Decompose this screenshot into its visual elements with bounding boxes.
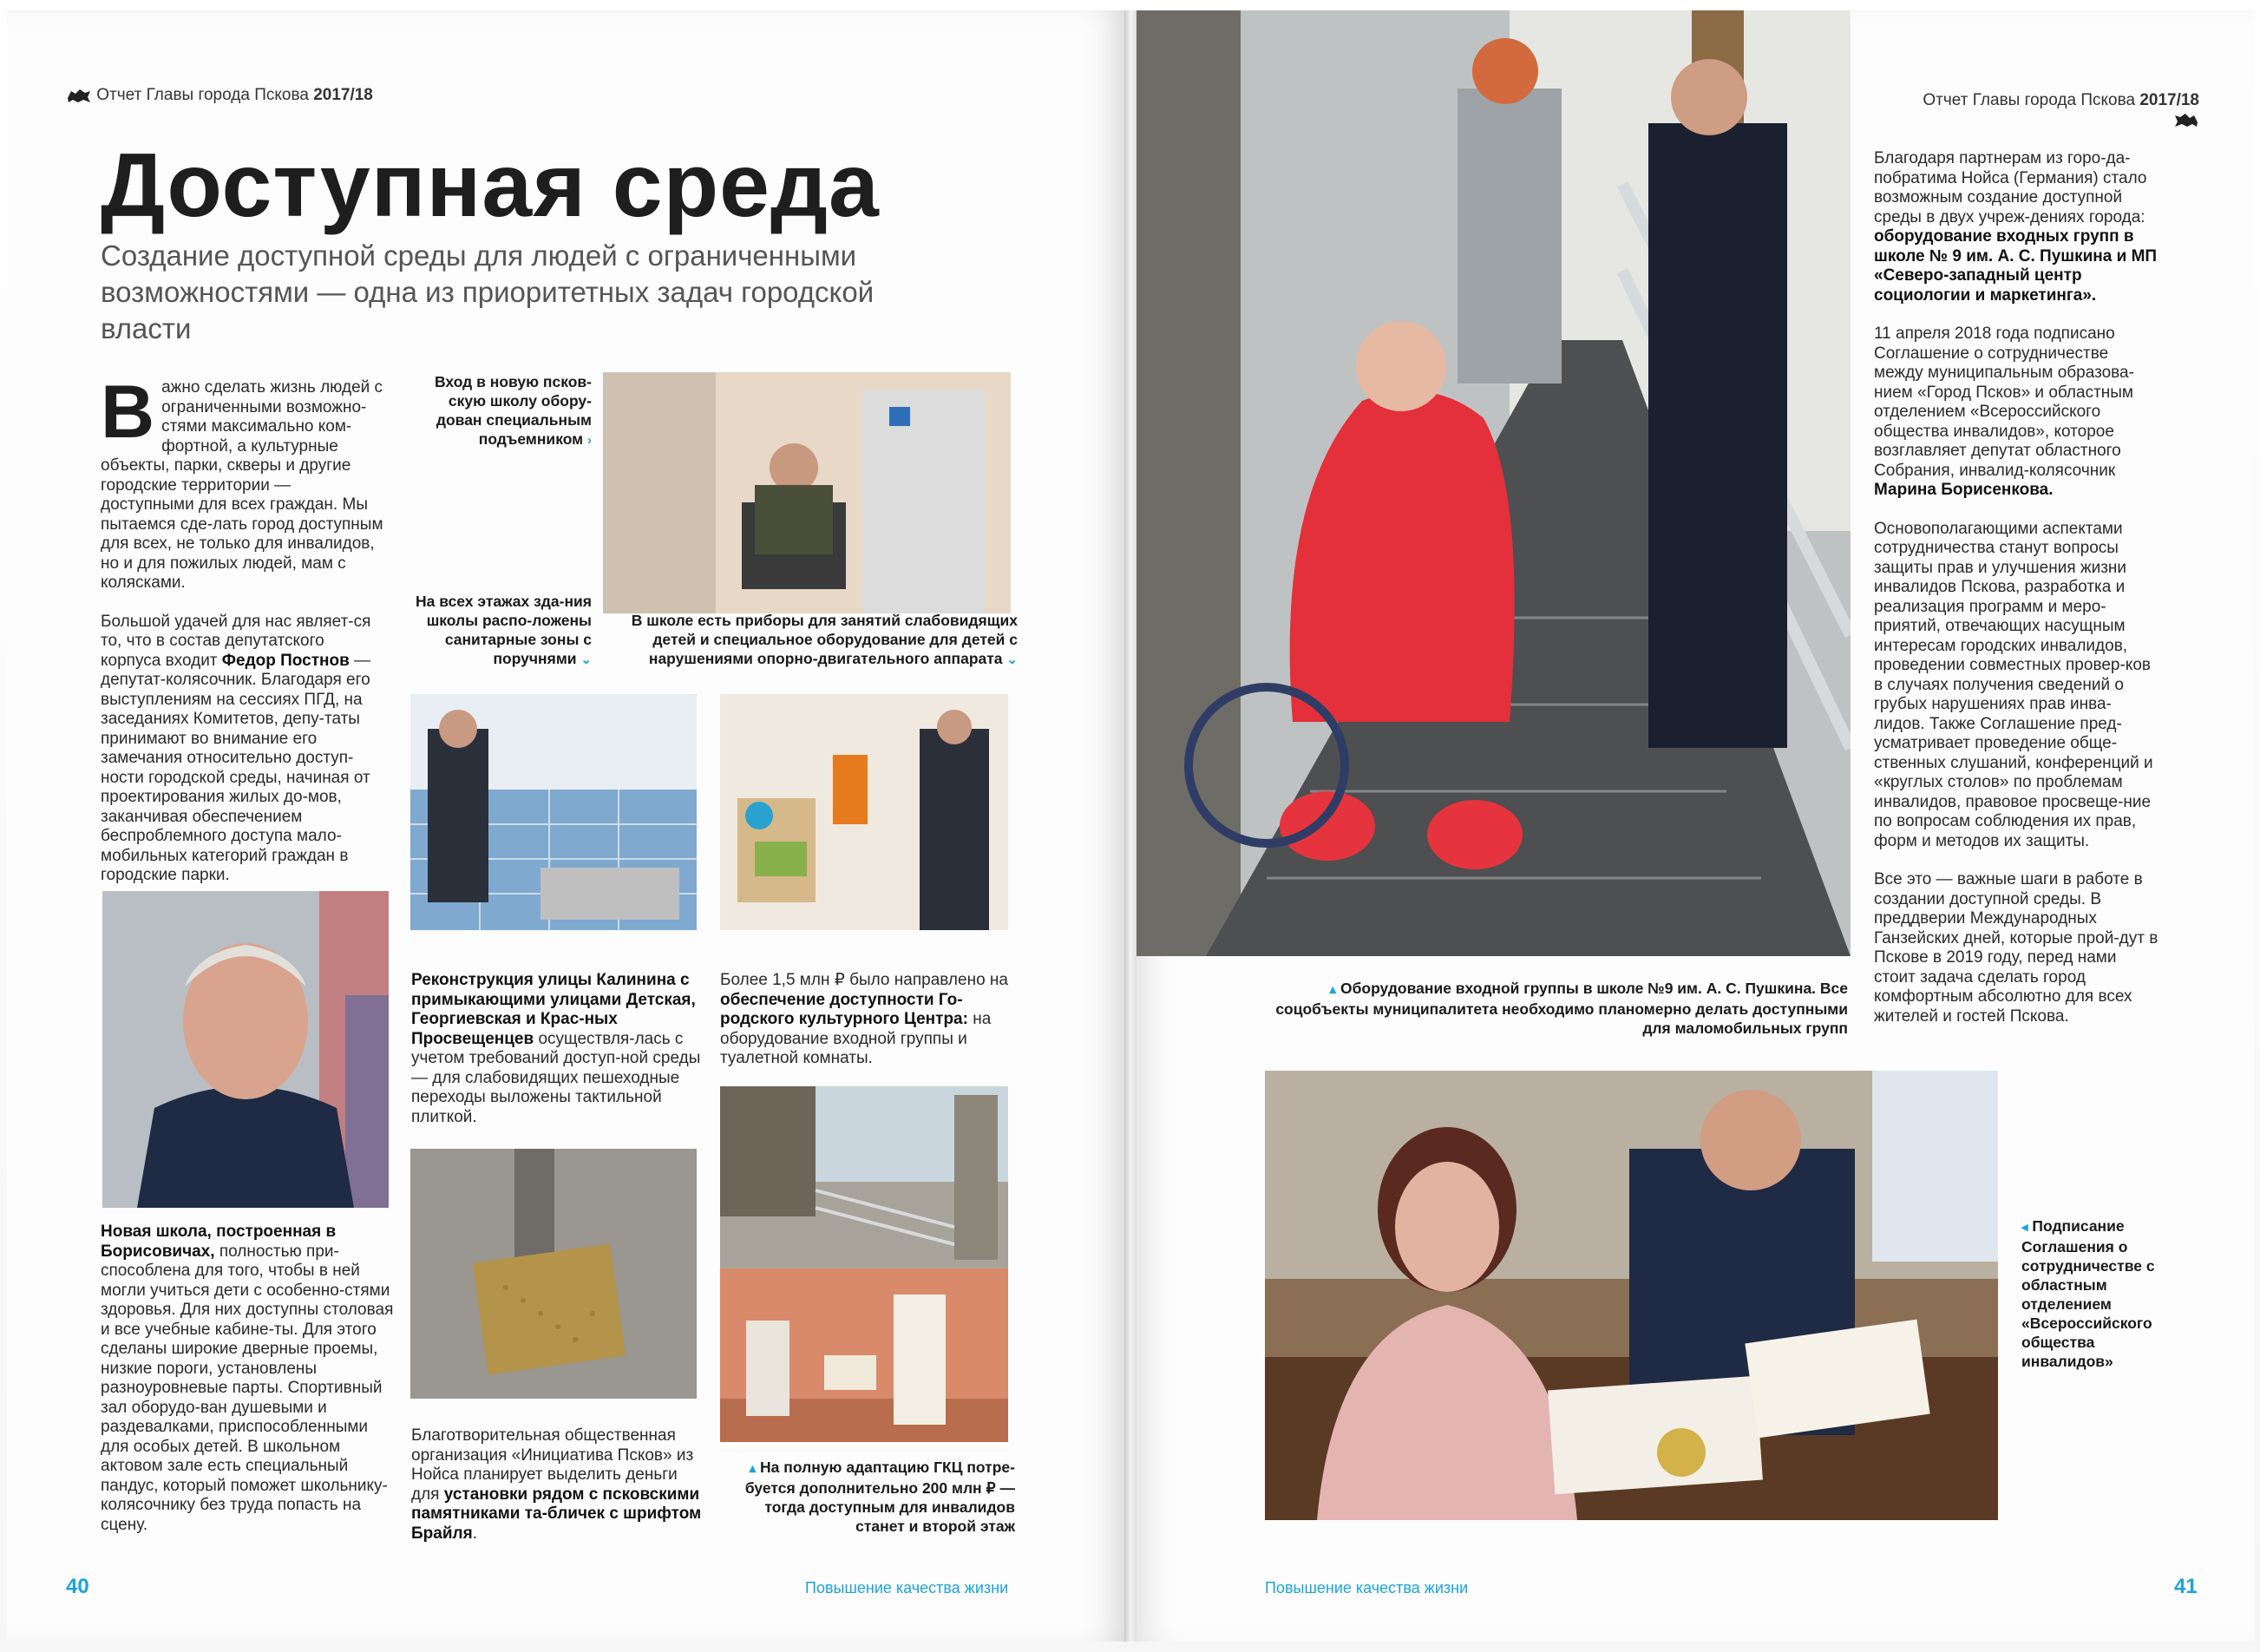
caption-floors: На всех этажах зда-ния школы распо-ложены санитарные зоны с поручнями ⌄: [416, 593, 592, 667]
header-text: Отчет Главы города Пскова: [1923, 91, 2136, 109]
school-lead: Новая школа, построенная в Борисовичах,: [101, 1223, 337, 1261]
left-page: [7, 10, 1126, 1642]
caption-arrow-up-icon: ▴: [749, 1461, 757, 1476]
intro-paragraph: [101, 370, 387, 593]
culture-center-paragraph: [720, 971, 1015, 1069]
school-text: полностью при-способлена для того, чтобы в ней могли учиться дети с особенно-стями здоровья. Для них доступны столовая и все учебные кабине-ты. Для этого сделаны широкие дверные проемы, низкие пороги, установлены разноуровневые парты. Спортивный зал оборудо-ван душевыми и раздевалками, приспособленными для особых детей. В школьном актовом зале есть специальный пандус, который поможет школьнику-колясочнику без труда попасть на сцену.: [101, 1242, 394, 1534]
pskov-leopard-logo-icon: [2173, 110, 2199, 129]
right-footer-section: Повышение качества жизни: [1265, 1579, 1469, 1596]
portrait-photo: [102, 891, 389, 1208]
neuss-text: Благодаря партнерам из горо-да-побратима Нойса (Германия) стало возможным создание доступной среды в двух учреж-дениях города:: [1874, 149, 2147, 226]
neuss-lead: оборудование входных групп в школе № 9 им. А. С. Пушкина и МП «Северо-западный центр социологии и маркетинга».: [1874, 227, 2158, 305]
steps-paragraph: Все это — важные шаги в работе в создании доступной среды. В преддверии Международных Ганзейских дней, которые прой-дут в Пскове в 2019 году, перед нами стоит задача сделать город комфортным абсолютно для всех жителей и гостей Пскова.: [1874, 870, 2158, 1026]
left-page-number: 40: [66, 1575, 89, 1598]
postnov-text-a: Большой удачей для нас являет-ся то, что в состав депутатского корпуса входит: [101, 612, 371, 670]
pskov-leopard-logo-icon: [66, 86, 92, 105]
caption-arrow-icon: ›: [587, 433, 592, 448]
school-paragraph: [101, 1223, 396, 1535]
aspects-paragraph: Основополагающими аспектами сотрудничества станут вопросы защиты прав и улучшения жизни инвалидов Пскова, разработка и реализация программ и меро-приятий, отвечающих насущным интересам городских инвалидов, проведении совместных провер-ков в случаях получения сведений о грубых нарушениях прав инва-лидов. Также Соглашение пред-усматривает проведение обще-ственных слушаний, конференций и «круглых столов» по проблемам инвалидов, правовое просвеще-ние по вопросам соблюдения их прав, форм и методов их защиты.: [1874, 519, 2153, 850]
center-lead: обеспечение доступности Го-родского культурного Центра:: [720, 990, 968, 1028]
right-text-column: [1874, 149, 2160, 1046]
caption-signing: ◂ Подписание Соглашения о сотрудничестве с областным отделением «Всероссийского общества инвалидов»: [2021, 1217, 2155, 1370]
braille-text: Благотворительная общественная организация «Инициатива Псков» из Нойса планирует выделить деньги для: [411, 1426, 694, 1504]
page-subtitle: Создание доступной среды для людей с ограниченными возможностями — одна из приоритетных задач городской власти: [101, 239, 875, 344]
agreement-paragraph: [1874, 324, 2160, 501]
devices-photo: [720, 694, 1008, 930]
caption-arrow-down-icon-2: ⌄: [1006, 652, 1018, 667]
postnov-paragraph: [101, 613, 387, 886]
caption-arrow-left-icon: ◂: [2021, 1220, 2028, 1235]
right-running-header: [1904, 91, 2199, 129]
intro-column: [101, 370, 387, 905]
header-year: 2017/18: [2139, 91, 2199, 109]
ramp-photo: [1137, 10, 1851, 956]
borisenkova-name: Марина Борисенкова.: [1874, 481, 2054, 499]
page-title: Доступная среда: [101, 135, 880, 236]
tactile-tiles-photo: [410, 1149, 697, 1399]
header-text: Отчет Главы города Пскова: [96, 86, 309, 105]
caption-devices: В школе есть приборы для занятий слабовидящих детей и специальное оборудование для детей с нарушениями опорно-двигательного аппарата ⌄: [631, 612, 1018, 667]
caption-arrow-up-icon: ▴: [1329, 982, 1337, 997]
signing-photo: [1265, 1071, 1998, 1520]
street-lead: Реконструкция улицы Калинина с примыкающими улицами Детская, Георгиевская и Крас-ных Просвещенцев: [411, 971, 696, 1048]
culture-center-exterior-photo: [720, 1086, 1008, 1268]
caption-ramp: ▴ Оборудование входной группы в школе №9 им. А. С. Пушкина. Все соцобъекты муниципалитета необходимо планомерно делать доступными для маломобильных групп: [1275, 980, 1848, 1037]
culture-center-interior-photo: [720, 1268, 1008, 1442]
postnov-name: Федор Постнов: [221, 651, 350, 670]
intro-text: ажно сделать жизнь людей с ограниченными возможно-стями максимально ком-фортной, а культурные объекты, парки, скверы и другие городские территории — доступными для всех граждан. Мы пытаемся сде-лать город доступным для всех, не только для инвалидов, но и для пожилых людей, мам с колясками.: [101, 378, 383, 592]
right-page: [1137, 10, 2254, 1642]
right-page-number: 41: [2174, 1575, 2198, 1598]
drop-cap: В: [101, 370, 155, 454]
left-footer-section: Повышение качества жизни: [805, 1579, 1009, 1596]
neuss-paragraph: [1874, 149, 2160, 305]
center-text-b: на оборудование входной группы и туалетной комнаты.: [720, 1010, 992, 1067]
postnov-text-b: — депутат-колясочник. Благодаря его выступлениям на сессиях ПГД, на заседаниях Комитетов, депу-таты принимают во внимание его замечания относительно доступ-ности городской среды, начиная от проектирования жилых до-мов, заканчивая обеспечением беспроблемного доступа мало-мобильных категорий граждан в городские парки.: [101, 651, 371, 884]
caption-arrow-down-icon: ⌄: [580, 652, 592, 667]
caption-lift: Вход в новую псков-скую школу обору-дован специальным подъемником ›: [435, 373, 592, 448]
lift-photo: [603, 372, 1011, 613]
header-year: 2017/18: [313, 86, 373, 105]
center-text-a: Более 1,5 млн ₽ было направлено на: [720, 971, 1008, 989]
street-text: осуществля-лась с учетом требований доступ-ной среды — для слабовидящих пешеходные переходы выложены тактильной плиткой.: [411, 1029, 701, 1126]
braille-paragraph: Благотворительная общественная организация «Инициатива Псков» из Нойса планирует выделить деньги для установки рядом с псковскими памятниками та-бличек с шрифтом Брайля.: [411, 1426, 702, 1543]
bathroom-photo: [410, 694, 697, 930]
left-running-header: [66, 86, 373, 105]
agreement-text: 11 апреля 2018 года подписано Соглашение о сотрудничестве между муниципальным образова-нием «Город Псков» и областным отделением «Всероссийского общества инвалидов», которое возглавляет депутат областного Собрания, инвалид-колясочник: [1874, 324, 2134, 480]
braille-lead: установки рядом с псковскими памятниками та-бличек с шрифтом Брайля: [411, 1485, 702, 1543]
caption-gkc: ▴ На полную адаптацию ГКЦ потре-буется дополнительно 200 млн ₽ — тогда доступным для инвалидов станет и второй этаж: [744, 1459, 1015, 1535]
school-column: [101, 1223, 396, 1554]
street-paragraph: [411, 971, 706, 1127]
